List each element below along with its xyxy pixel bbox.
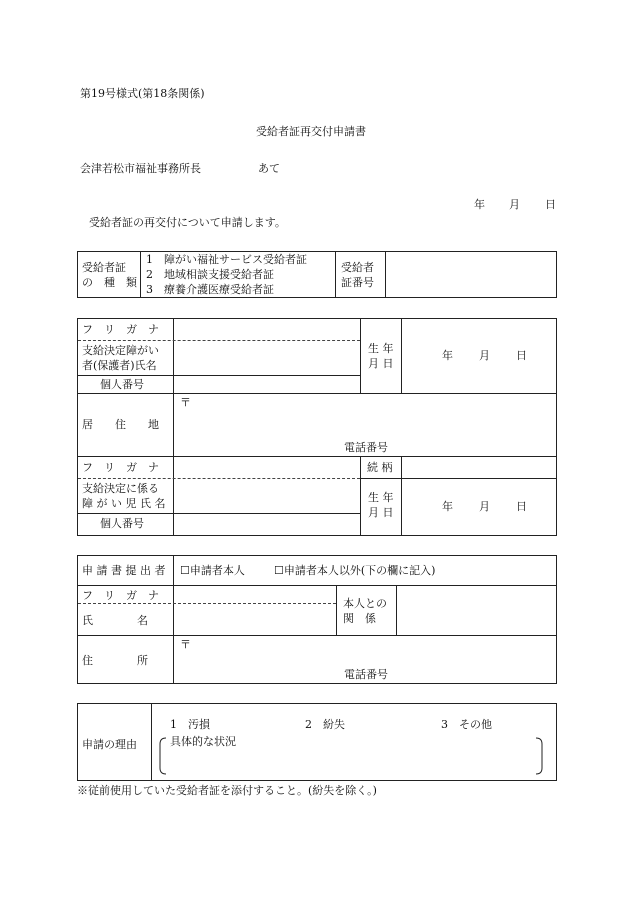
recipient-name-field[interactable]: [174, 341, 360, 375]
form-number: 第19号様式(第18条関係): [80, 87, 205, 100]
footnote: ※従前使用していた受給者証を添付すること。(紛失を除く。): [77, 784, 377, 797]
birth-month: 月: [479, 349, 490, 362]
reason-label: 申請の理由: [82, 738, 137, 751]
birth2-month: 月: [479, 500, 490, 513]
my-number2-field[interactable]: [174, 514, 360, 535]
address-field[interactable]: [174, 394, 555, 456]
address-label: 居 住 地: [82, 418, 159, 431]
submitter-other-checkbox[interactable]: ☐申請者本人以外(下の欄に記入): [274, 564, 436, 577]
submitter-relation-field[interactable]: [397, 586, 555, 635]
submitter-address-label: 住 所: [82, 654, 148, 667]
page-title: 受給者証再交付申請書: [256, 125, 366, 138]
addressee-office: 会津若松市福祉事務所長: [80, 162, 201, 175]
phone-label: 電話番号: [344, 441, 388, 454]
type-option-3[interactable]: 3 療養介護医療受給者証: [146, 283, 274, 296]
type-label-2: の 種 類: [82, 276, 137, 289]
birth2-day: 日: [516, 500, 527, 513]
recipient-name-label-1: 支給決定障がい: [82, 344, 159, 357]
birth2-label-2: 月 日: [368, 506, 394, 519]
submitter-furigana-label: フ リ ガ ナ: [82, 589, 159, 602]
furigana2-label: フ リ ガ ナ: [82, 461, 159, 474]
addressee-suffix: あて: [258, 162, 280, 175]
birth-year: 年: [442, 349, 453, 362]
my-number-label: 個人番号: [100, 378, 144, 391]
furigana-field[interactable]: [174, 319, 360, 340]
birth-label-1: 生 年: [368, 342, 394, 355]
details-label: 具体的な状況: [170, 735, 236, 748]
birth-label-2: 月 日: [368, 357, 394, 370]
relation-field[interactable]: [402, 457, 555, 478]
type-option-1[interactable]: 1 障がい福祉サービス受給者証: [146, 253, 307, 266]
cert-number-field[interactable]: [386, 252, 555, 297]
postal-mark: 〒: [180, 396, 191, 409]
reason-option-1[interactable]: 1 汚損: [170, 718, 210, 731]
relation-label: 続 柄: [367, 461, 393, 474]
submitter-relation-label-1: 本人との: [343, 597, 387, 610]
submitter-label: 申 請 書 提 出 者: [82, 564, 166, 577]
date-month: 月: [509, 198, 520, 211]
submitter-name-label: 氏 名: [82, 614, 148, 627]
furigana-label: フ リ ガ ナ: [82, 323, 159, 336]
details-field[interactable]: [166, 748, 538, 774]
recipient-name-label-2: 者(保護者)氏名: [82, 359, 157, 372]
submitter-name-field[interactable]: [174, 604, 336, 635]
submitter-address-field[interactable]: [174, 636, 555, 683]
date-day: 日: [545, 198, 556, 211]
type-label-1: 受給者証: [82, 261, 126, 274]
birth2-label-1: 生 年: [368, 491, 394, 504]
my-number-field[interactable]: [174, 376, 360, 393]
furigana2-field[interactable]: [174, 457, 360, 478]
child-name-label-2: 障 が い 児 氏 名: [82, 497, 166, 510]
submitter-phone-label: 電話番号: [344, 668, 388, 681]
type-option-2[interactable]: 2 地域相談支援受給者証: [146, 268, 274, 281]
date-year: 年: [474, 198, 485, 211]
submitter-postal-mark: 〒: [180, 638, 191, 651]
reason-option-3[interactable]: 3 その他: [441, 718, 492, 731]
reason-option-2[interactable]: 2 紛失: [305, 718, 345, 731]
cert-number-label-1: 受給者: [341, 261, 374, 274]
submitter-furigana-field[interactable]: [174, 586, 336, 603]
submitter-relation-label-2: 関 係: [343, 612, 376, 625]
intro-text: 受給者証の再交付について申請します。: [89, 216, 286, 229]
cert-number-label-2: 証番号: [341, 276, 374, 289]
birth2-year: 年: [442, 500, 453, 513]
child-name-field[interactable]: [174, 479, 360, 513]
submitter-self-checkbox[interactable]: ☐申請者本人: [180, 564, 245, 577]
birth-day: 日: [516, 349, 527, 362]
child-name-label-1: 支給決定に係る: [82, 482, 159, 495]
my-number2-label: 個人番号: [100, 517, 144, 530]
